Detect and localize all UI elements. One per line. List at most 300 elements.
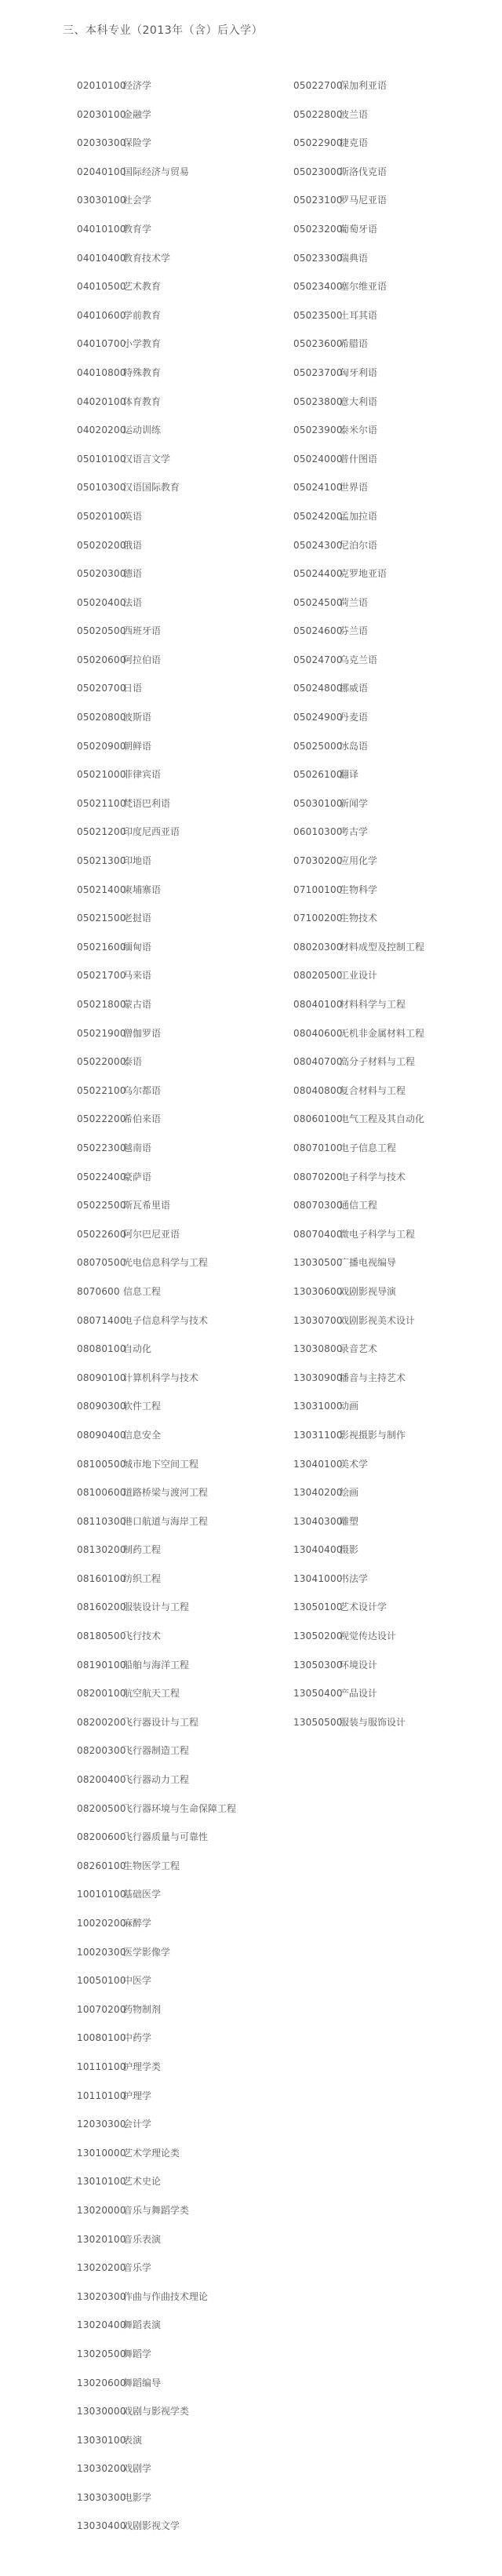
major-name: 生物技术 (340, 913, 378, 924)
major-row (77, 334, 236, 363)
major-row (293, 1225, 424, 1254)
major-row (77, 162, 236, 191)
major-name: 微电子科学与工程 (340, 1228, 416, 1240)
major-name: 荷兰语 (340, 596, 369, 608)
major-code: 04020200 (77, 424, 126, 436)
major-name: 飞行器环境与生命保障工程 (123, 1802, 237, 1814)
major-code: 13050100 (293, 1601, 343, 1613)
major-row (77, 650, 236, 680)
major-code: 05022000 (77, 1056, 126, 1068)
major-name: 动画 (340, 1401, 359, 1412)
major-code: 08090400 (77, 1429, 126, 1441)
major-name: 艺术设计学 (340, 1601, 387, 1613)
major-row (77, 220, 236, 249)
major-code: 13020300 (77, 2290, 126, 2302)
major-code: 05021300 (77, 855, 126, 867)
major-row (293, 507, 424, 536)
major-row (293, 363, 424, 392)
major-code: 05022500 (77, 1200, 126, 1211)
major-code: 08070500 (77, 1257, 126, 1269)
major-name: 纺织工程 (123, 1572, 162, 1584)
major-name: 服装设计与工程 (123, 1601, 190, 1613)
major-code: 08200200 (77, 1716, 126, 1728)
major-name: 电影学 (123, 2491, 152, 2503)
major-code: 05021800 (77, 999, 126, 1010)
major-name: 产品设计 (340, 1688, 378, 1700)
major-name: 电子信息工程 (340, 1142, 397, 1153)
major-code: 04010400 (77, 252, 126, 264)
major-row (293, 880, 424, 909)
major-code: 13030400 (77, 2520, 126, 2532)
major-code: 05021600 (77, 941, 126, 953)
major-row (77, 1397, 236, 1426)
major-row (77, 306, 236, 335)
major-name: 匈牙利语 (340, 366, 378, 378)
major-code: 13030500 (293, 1257, 343, 1269)
major-code: 05021500 (77, 913, 126, 924)
major-code: 05022700 (293, 80, 343, 91)
major-row (77, 593, 236, 622)
major-name: 材料科学与工程 (340, 999, 406, 1010)
major-name: 戏剧影视文学 (123, 2520, 180, 2532)
major-code: 05022200 (77, 1113, 126, 1125)
major-code: 05010100 (77, 453, 126, 465)
major-name: 波斯语 (123, 712, 152, 723)
major-name: 戏剧影视导演 (340, 1285, 397, 1297)
major-row (293, 1024, 424, 1053)
major-row (77, 2201, 236, 2230)
major-row (77, 880, 236, 909)
major-code: 08090100 (77, 1372, 126, 1383)
major-row (77, 1052, 236, 1081)
major-name: 药物制剂 (123, 2003, 162, 2015)
major-row (77, 1713, 236, 1742)
major-code: 08080100 (77, 1343, 126, 1355)
major-name: 制药工程 (123, 1544, 162, 1556)
major-code: 08040600 (293, 1027, 343, 1039)
major-name: 舞蹈表演 (123, 2319, 162, 2331)
major-name: 金融学 (123, 108, 152, 120)
major-code: 04020100 (77, 395, 126, 407)
major-row (77, 621, 236, 650)
major-row (293, 737, 424, 766)
section-heading: 三、本科专业（2013年（含）后入学） (63, 24, 264, 37)
major-name: 考古学 (340, 826, 369, 838)
major-code: 08260100 (77, 1860, 126, 1871)
major-row (77, 966, 236, 995)
major-row (293, 249, 424, 278)
major-name: 会计学 (123, 2119, 152, 2130)
major-code: 05024400 (293, 568, 343, 580)
major-name: 材料成型及控制工程 (340, 941, 425, 953)
major-code: 05023700 (293, 366, 343, 378)
major-row (293, 1656, 424, 1685)
major-row (77, 1024, 236, 1053)
major-row (293, 162, 424, 191)
major-name: 播音与主持艺术 (340, 1372, 406, 1383)
major-code: 13020500 (77, 2348, 126, 2359)
major-name: 冰岛语 (340, 740, 369, 752)
major-name: 德语 (123, 568, 143, 580)
major-code: 05026100 (293, 769, 343, 781)
major-name: 护理学 (123, 2090, 152, 2101)
major-row (77, 995, 236, 1024)
major-row (293, 1139, 424, 1168)
major-code: 02040100 (77, 166, 126, 177)
major-code: 08200100 (77, 1688, 126, 1700)
major-row (77, 737, 236, 766)
major-row (77, 1426, 236, 1455)
major-name: 土耳其语 (340, 309, 378, 321)
major-row (77, 2402, 236, 2431)
major-row (293, 995, 424, 1024)
major-name: 船舶与海洋工程 (123, 1659, 190, 1671)
major-name: 斯瓦希里语 (123, 1200, 171, 1211)
major-name: 缅甸语 (123, 941, 152, 953)
major-row (77, 1225, 236, 1254)
major-row (77, 765, 236, 794)
major-code: 13020600 (77, 2377, 126, 2388)
major-row (77, 2086, 236, 2115)
major-code: 04010600 (77, 309, 126, 321)
major-name: 表演 (123, 2434, 143, 2446)
major-row (293, 1483, 424, 1512)
major-name: 高分子材料与工程 (340, 1056, 416, 1068)
major-code: 13050300 (293, 1659, 343, 1671)
major-code: 05020300 (77, 568, 126, 580)
major-code: 05023100 (293, 195, 343, 206)
major-row (77, 1483, 236, 1512)
major-row (77, 277, 236, 306)
major-code: 08070400 (293, 1228, 343, 1240)
major-row (77, 2028, 236, 2057)
major-code: 13010100 (77, 2176, 126, 2188)
major-code: 05023200 (293, 223, 343, 235)
major-name: 戏剧与影视学类 (123, 2406, 190, 2418)
major-name: 国际经济与贸易 (123, 166, 190, 177)
major-code: 8070600 (77, 1285, 120, 1297)
major-name: 教育技术学 (123, 252, 171, 264)
major-row (77, 363, 236, 392)
major-name: 小学教育 (123, 338, 162, 350)
major-name: 书法学 (340, 1572, 369, 1584)
major-row (77, 1253, 236, 1282)
major-row (77, 2459, 236, 2488)
major-name: 计算机科学与技术 (123, 1372, 199, 1383)
major-row (293, 1397, 424, 1426)
major-code: 05024800 (293, 683, 343, 694)
major-name: 乌尔都语 (123, 1084, 162, 1096)
major-name: 柬埔寨语 (123, 884, 162, 895)
major-row (77, 1512, 236, 1541)
major-code: 08200400 (77, 1774, 126, 1786)
major-code: 05024900 (293, 712, 343, 723)
major-row (77, 1914, 236, 1943)
major-code: 05024500 (293, 596, 343, 608)
major-code: 05024200 (293, 510, 343, 522)
major-row (293, 133, 424, 162)
major-code: 08090300 (77, 1401, 126, 1412)
major-row (77, 2000, 236, 2029)
major-code: 05021000 (77, 769, 126, 781)
major-code: 13020200 (77, 2262, 126, 2274)
major-code: 05024700 (293, 654, 343, 665)
major-code: 05024000 (293, 453, 343, 465)
major-row (77, 507, 236, 536)
major-row (77, 1139, 236, 1168)
major-code: 13030600 (293, 1285, 343, 1297)
major-name: 绘画 (340, 1487, 359, 1499)
major-code: 13030900 (293, 1372, 343, 1383)
major-row (293, 851, 424, 880)
major-name: 航空航天工程 (123, 1688, 180, 1700)
major-row (293, 306, 424, 335)
major-row (77, 909, 236, 938)
major-code: 05024100 (293, 482, 343, 494)
major-name: 芬兰语 (340, 625, 369, 637)
major-row (77, 1770, 236, 1799)
major-code: 05022600 (77, 1228, 126, 1240)
major-row (77, 1799, 236, 1828)
major-row (293, 1684, 424, 1713)
major-name: 音乐与舞蹈学类 (123, 2204, 190, 2216)
major-row (77, 133, 236, 162)
major-name: 港口航道与海岸工程 (123, 1515, 209, 1527)
major-name: 克罗地亚语 (340, 568, 387, 580)
major-code: 10050100 (77, 1975, 126, 1987)
major-list-right (293, 76, 424, 1741)
major-row (293, 794, 424, 823)
major-code: 13030200 (77, 2463, 126, 2475)
major-code: 05025000 (293, 740, 343, 752)
major-row (293, 1052, 424, 1081)
major-name: 基础医学 (123, 1889, 162, 1900)
major-name: 乌克兰语 (340, 654, 378, 665)
major-row (77, 1540, 236, 1569)
major-row (293, 334, 424, 363)
major-row (77, 421, 236, 450)
major-row (77, 2431, 236, 2460)
major-code: 08100600 (77, 1487, 126, 1499)
major-code: 05023000 (293, 166, 343, 177)
major-row (77, 105, 236, 134)
major-code: 05021900 (77, 1027, 126, 1039)
major-row (77, 1885, 236, 1914)
major-code: 13030300 (77, 2491, 126, 2503)
major-code: 13010000 (77, 2147, 126, 2159)
major-row (293, 1311, 424, 1340)
major-row (293, 621, 424, 650)
major-code: 13031000 (293, 1401, 343, 1412)
major-code: 08040100 (293, 999, 343, 1010)
major-name: 飞行器动力工程 (123, 1774, 190, 1786)
major-name: 视觉传达设计 (340, 1630, 397, 1642)
major-row (77, 1684, 236, 1713)
major-name: 阿拉伯语 (123, 654, 162, 665)
major-code: 13040400 (293, 1544, 343, 1556)
major-row (77, 191, 236, 220)
major-code: 05021100 (77, 797, 126, 809)
major-name: 汉语言文学 (123, 453, 171, 465)
major-code: 13031100 (293, 1429, 343, 1441)
major-row (77, 2144, 236, 2173)
major-name: 意大利语 (340, 395, 378, 407)
major-row (293, 1426, 424, 1455)
major-code: 13040100 (293, 1458, 343, 1470)
major-name: 蒙古语 (123, 999, 152, 1010)
major-name: 梵语巴利语 (123, 797, 171, 809)
major-name: 特殊教育 (123, 366, 162, 378)
major-code: 13050200 (293, 1630, 343, 1642)
major-row (77, 708, 236, 737)
major-row (77, 1598, 236, 1627)
major-name: 塞尔维亚语 (340, 281, 387, 293)
major-name: 雕塑 (340, 1515, 359, 1527)
major-name: 波兰语 (340, 108, 369, 120)
major-row (77, 1971, 236, 2000)
major-row (77, 794, 236, 823)
major-row (77, 1455, 236, 1484)
major-row (77, 1368, 236, 1397)
major-row (293, 76, 424, 105)
major-code: 05023300 (293, 252, 343, 264)
major-code: 13020400 (77, 2319, 126, 2331)
major-name: 汉语国际教育 (123, 482, 180, 494)
major-code: 10110100 (77, 2090, 126, 2101)
major-name: 印地语 (123, 855, 152, 867)
major-name: 普什图语 (340, 453, 378, 465)
major-code: 05022800 (293, 108, 343, 120)
major-name: 丹麦语 (340, 712, 369, 723)
major-row (293, 105, 424, 134)
major-code: 05023900 (293, 424, 343, 436)
major-name: 电气工程及其自动化 (340, 1113, 425, 1125)
major-code: 05022900 (293, 137, 343, 149)
major-code: 08020300 (293, 941, 343, 953)
major-row (293, 966, 424, 995)
major-name: 生物科学 (340, 884, 378, 895)
major-name: 护理学类 (123, 2060, 162, 2072)
major-code: 10010100 (77, 1889, 126, 1900)
major-code: 02030300 (77, 137, 126, 149)
major-name: 艺术教育 (123, 281, 162, 293)
major-name: 音乐学 (123, 2262, 152, 2274)
major-name: 日语 (123, 683, 143, 694)
major-name: 戏剧影视美术设计 (340, 1314, 416, 1326)
major-name: 瑞典语 (340, 252, 369, 264)
major-name: 泰语 (123, 1056, 143, 1068)
major-row (77, 2258, 236, 2287)
major-name: 道路桥梁与渡河工程 (123, 1487, 209, 1499)
major-row (77, 392, 236, 421)
major-name: 中药学 (123, 2032, 152, 2044)
major-row (293, 593, 424, 622)
major-code: 13030100 (77, 2434, 126, 2446)
major-code: 08200300 (77, 1745, 126, 1757)
major-name: 泰米尔语 (340, 424, 378, 436)
major-name: 捷克语 (340, 137, 369, 149)
major-row (77, 1741, 236, 1770)
major-row (77, 2488, 236, 2517)
major-name: 僧伽罗语 (123, 1027, 162, 1039)
major-name: 阿尔巴尼亚语 (123, 1228, 180, 1240)
major-code: 05024300 (293, 539, 343, 551)
major-row (77, 1656, 236, 1685)
major-name: 麻醉学 (123, 1918, 152, 1929)
major-name: 保险学 (123, 137, 152, 149)
major-name: 医学影像学 (123, 1946, 171, 1958)
major-row (77, 679, 236, 708)
major-row (77, 76, 236, 105)
major-row (293, 1627, 424, 1656)
major-name: 电子信息科学与技术 (123, 1314, 209, 1326)
major-name: 舞蹈编导 (123, 2377, 162, 2388)
major-row (293, 1109, 424, 1139)
major-row (77, 1196, 236, 1225)
major-code: 05023800 (293, 395, 343, 407)
major-row (77, 822, 236, 851)
major-code: 02030100 (77, 108, 126, 120)
major-row (293, 650, 424, 680)
major-row (293, 536, 424, 565)
major-row (293, 1282, 424, 1311)
major-row (77, 1081, 236, 1110)
major-code: 05023500 (293, 309, 343, 321)
major-row (293, 421, 424, 450)
major-code: 08130200 (77, 1544, 126, 1556)
major-name: 西班牙语 (123, 625, 162, 637)
major-code: 05024600 (293, 625, 343, 637)
major-code: 08060100 (293, 1113, 343, 1125)
major-row (293, 1455, 424, 1484)
major-name: 摄影 (340, 1544, 359, 1556)
major-name: 英语 (123, 510, 143, 522)
major-row (77, 1627, 236, 1656)
major-row (293, 450, 424, 479)
major-row (293, 1253, 424, 1282)
major-row (293, 1569, 424, 1598)
major-row (77, 249, 236, 278)
major-row (293, 909, 424, 938)
major-code: 05021400 (77, 884, 126, 895)
major-code: 05022100 (77, 1084, 126, 1096)
major-row (77, 2057, 236, 2086)
major-name: 无机非金属材料工程 (340, 1027, 425, 1039)
major-code: 07100200 (293, 913, 343, 924)
major-name: 影视摄影与制作 (340, 1429, 406, 1441)
major-name: 飞行技术 (123, 1630, 162, 1642)
major-row (77, 1943, 236, 1972)
major-name: 体育教育 (123, 395, 162, 407)
major-code: 08190100 (77, 1659, 126, 1671)
major-row (293, 1339, 424, 1368)
major-name: 城市地下空间工程 (123, 1458, 199, 1470)
major-row (77, 851, 236, 880)
major-code: 08110300 (77, 1515, 126, 1527)
major-row (293, 392, 424, 421)
major-code: 04010800 (77, 366, 126, 378)
major-row (293, 708, 424, 737)
major-row (77, 478, 236, 507)
major-name: 广播电视编导 (340, 1257, 397, 1269)
major-name: 新闻学 (340, 797, 369, 809)
major-row (77, 938, 236, 967)
major-code: 08020500 (293, 970, 343, 982)
major-row (293, 1512, 424, 1541)
major-code: 08100500 (77, 1458, 126, 1470)
major-code: 05020500 (77, 625, 126, 637)
major-name: 罗马尼亚语 (340, 195, 387, 206)
